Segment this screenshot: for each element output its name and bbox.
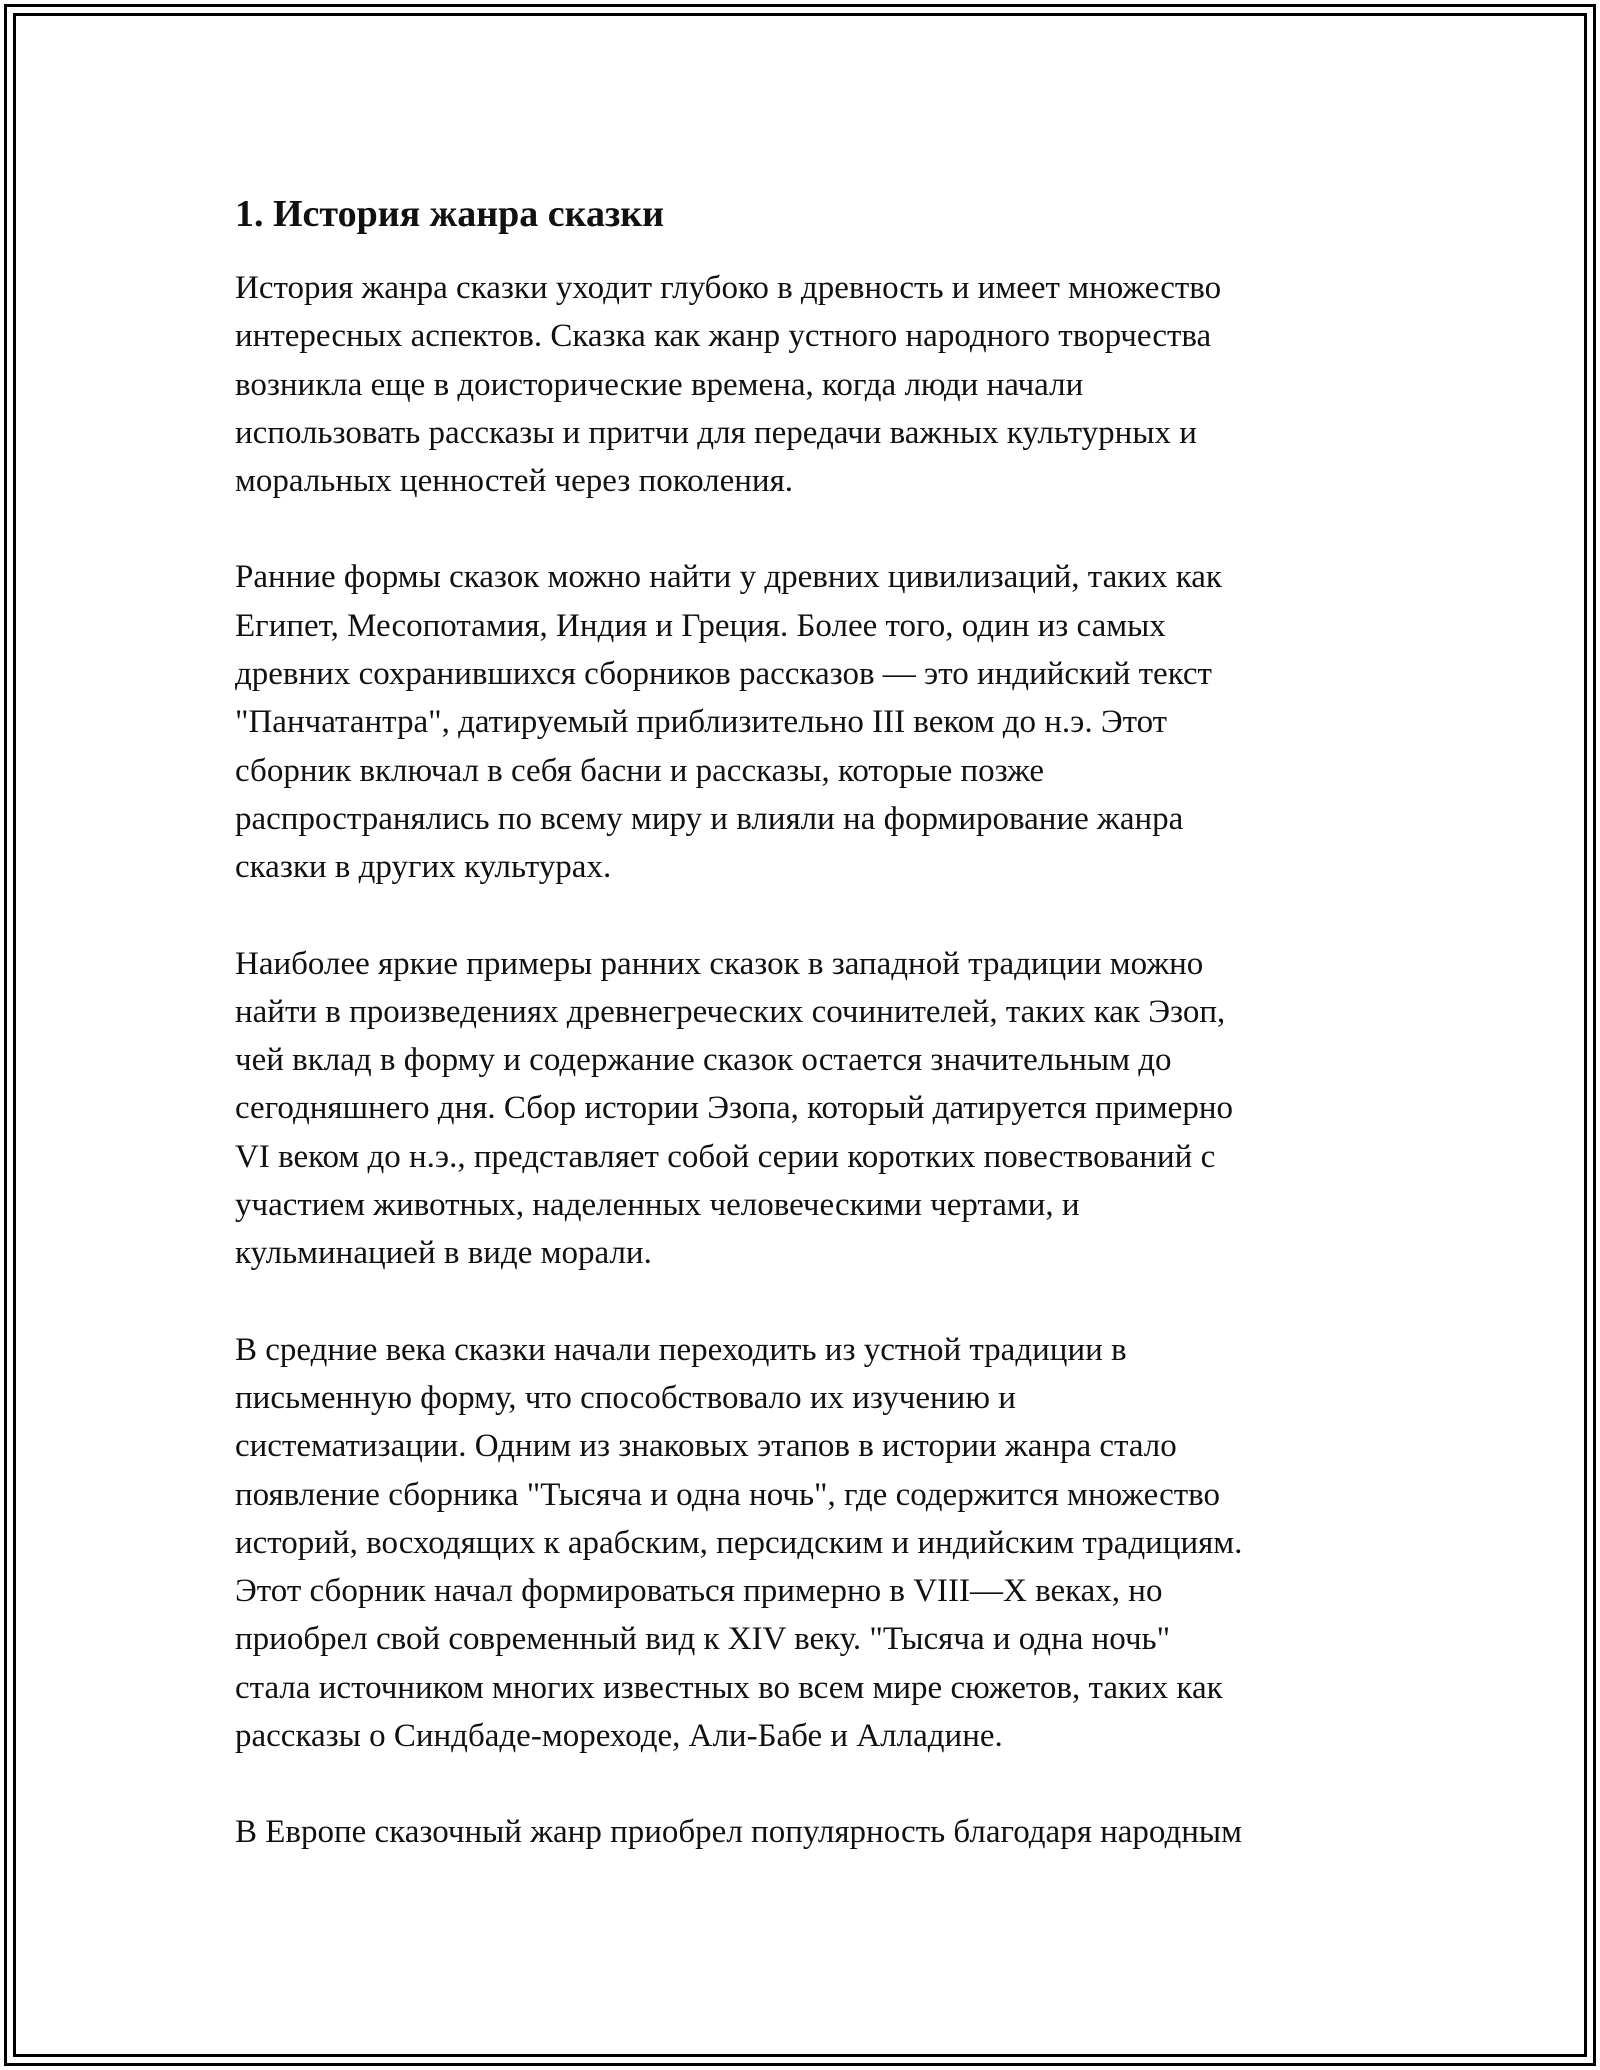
paragraph-2: Ранние формы сказок можно найти у древних цивилизаций, таких как Египет, Месопотамия, Индия и Греция. Более того, один из самых древних сохранившихся сборников рассказов — это индийский текст "Панчатантра", датируемый приблизительно III веком до н.э. Этот сборник включал в себя басни и рассказы, которые позже распространялись по всему миру и влияли на формирование жанра сказки в других культурах. <box>235 559 1222 886</box>
paragraph-5: В Европе сказочный жанр приобрел популярность благодаря народным <box>235 1814 1242 1851</box>
paragraph-1: История жанра сказки уходит глубоко в древность и имеет множество интересных аспектов. Сказка как жанр устного народного творчества возникла еще в доисторические времена, когда люди начали использовать рассказы и притчи для передачи важных культурных и моральных ценностей через поколения. <box>235 270 1222 500</box>
paragraph-3: Наиболее яркие примеры ранних сказок в западной традиции можно найти в произведениях древнегреческих сочинителей, таких как Эзоп, чей вклад в форму и содержание сказок остается значительным до сегодняшнего дня. Сбор истории Эзопа, который датируется примерно VI веком до н.э., представляет собой серии коротких повествований с участием животных, наделенных человеческими чертами, и кульминацией в виде морали. <box>235 945 1233 1272</box>
section-heading: 1. История жанра сказки <box>235 193 665 235</box>
document-body <box>235 186 1370 1905</box>
paragraph-4: В средние века сказки начали переходить из устной традиции в письменную форму, что способствовало их изучению и систематизации. Одним из знаковых этапов в истории жанра стало появление сборника "Тысяча и одна ночь", где содержится множество историй, восходящих к арабским, персидским и индийским традициям. Этот сборник начал формироваться примерно в VIII—X веках, но приобрел свой современный вид к XIV веку. "Тысяча и одна ночь" стала источником многих известных во всем мире сюжетов, таких как рассказы о Синдбаде-мореходе, Али-Бабе и Алладине. <box>235 1331 1243 1755</box>
